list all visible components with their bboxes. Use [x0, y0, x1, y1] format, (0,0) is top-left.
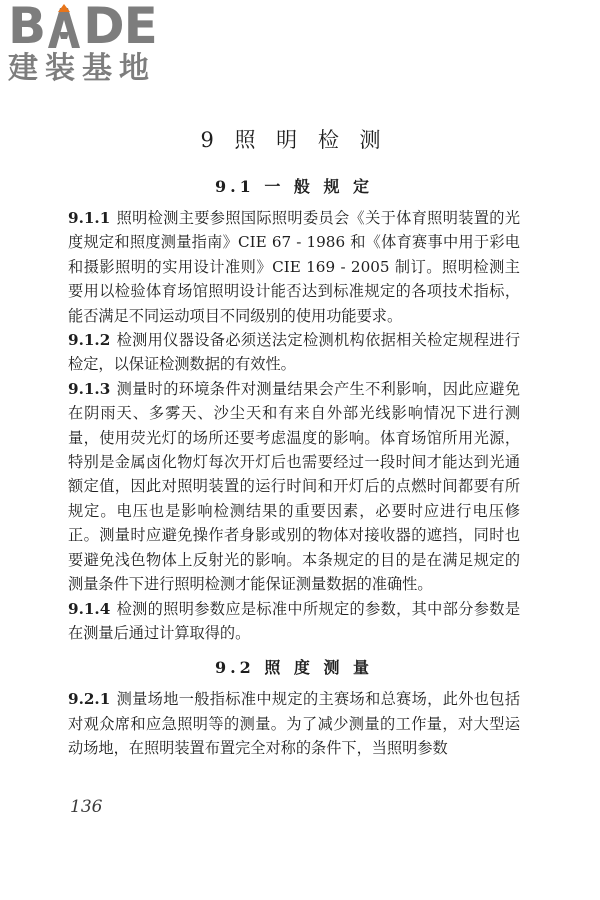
logo-word-suffix: DE	[83, 0, 157, 55]
clause-number: 9.1.2	[68, 331, 111, 350]
section-title-9-1: 9.1 一 般 规 定	[214, 177, 374, 196]
logo-wordmark	[8, 0, 178, 55]
clause-text: 测量时的环境条件对测量结果会产生不利影响，因此应避免在阴雨天、多雾天、沙尘天和有来自外部光线影响情况下进行测量，使用荧光灯的场所还要考虑温度的影响。体育场馆所用光源，特别是金属卤化物灯每次开灯后也需要经过一段时间才能达到光通额定值，因此对照明装置的运行时间和开灯后的点燃时间都要有所规定。电压也是影响检测结果的重要因素，必要时应进行电压修正。测量时应避免操作者身影或别的物体对接收器的遮挡，同时也要避免浅色物体上反射光的影响。本条规定的目的是在满足规定的测量条件下进行照明检测才能保证测量数据的准确性。	[68, 379, 520, 594]
clause-9-2-1	[68, 687, 520, 760]
logo-subtitle: 建装基地	[8, 51, 156, 86]
clause-9-1-4	[68, 597, 520, 646]
clause-number: 9.1.1	[68, 209, 111, 227]
clause-number: 9.1.4	[68, 599, 111, 618]
page-number: 136	[70, 797, 103, 817]
logo-a-mark-icon	[46, 4, 82, 48]
bade-logo	[8, 2, 178, 86]
clause-9-1-2	[68, 328, 520, 377]
clause-number: 9.1.3	[68, 379, 111, 398]
section-title-9-2: 9.2 照 度 测 量	[214, 658, 374, 678]
clause-text: 检测的照明参数应是标准中所规定的参数，其中部分参数是在测量后通过计算取得的。	[68, 599, 520, 642]
logo-word-prefix: B	[8, 0, 46, 55]
clause-9-1-3	[68, 377, 520, 597]
clause-text: 检测用仪器设备必须送法定检测机构依据相关检定规程进行检定，以保证检测数据的有效性。	[68, 331, 520, 374]
chapter-title: 9 照 明 检 测	[200, 128, 388, 152]
page-content	[68, 122, 520, 761]
clause-number: 9.2.1	[68, 690, 111, 709]
clause-text: 测量场地一般指标准中规定的主赛场和总赛场，此外也包括对观众席和应急照明等的测量。为了减少测量的工作量，对大型运动场地，在照明装置布置完全对称的条件下，当照明参数	[68, 690, 520, 758]
clause-text: 照明检测主要参照国际照明委员会《关于体育照明装置的光度规定和照度测量指南》CIE 67 - 1986 和《体育赛事中用于彩电和摄影照明的实用设计准则》CIE 169 - 2005 制订。照明检测主要用以检验体育场馆照明设计能否达到标准规定的各项技术指标，能否满足不同运动项目不同级别的使用功能要求。	[68, 209, 520, 325]
clause-9-1-1	[68, 206, 520, 328]
